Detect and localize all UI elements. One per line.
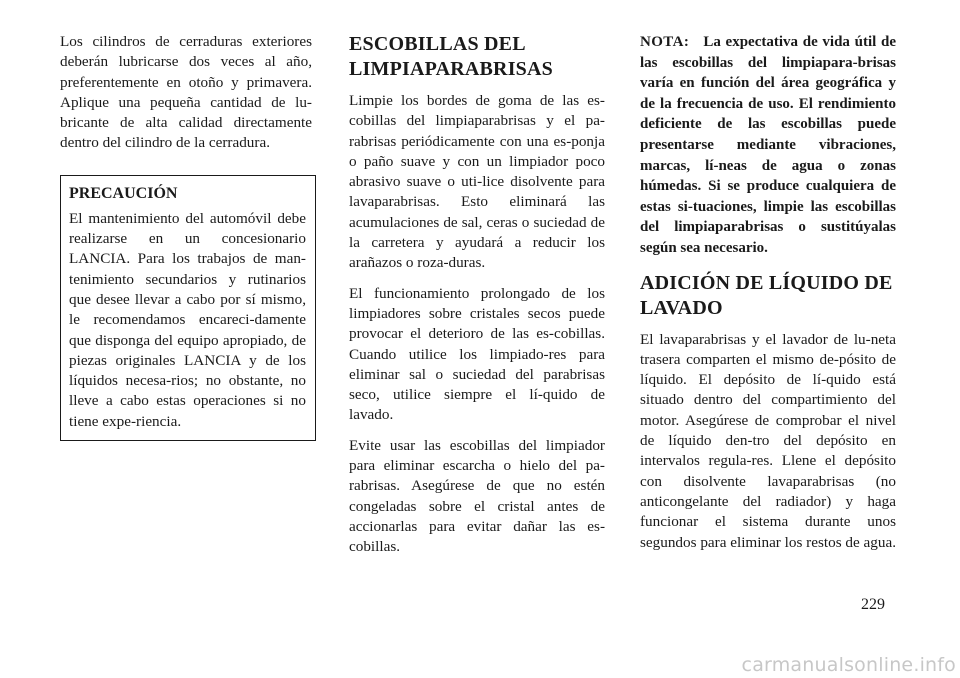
note-paragraph — [640, 32, 896, 259]
section-heading-wipers: ESCOBILLAS DEL LIMPIAPARABRISAS — [349, 33, 553, 80]
note-text: La expectativa de vida útil de las escobillas del limpiapara-brisas varía en función del área geográfica y de la frecuencia de uso. El rendimiento deficiente de las escobillas puede presentarse mediante vibraciones, marcas, lí-neas de agua o zonas húmedas. Si se produce cualquiera de estas si-tuaciones, limpie las escobillas del limpiaparabrisas o sustitúyalas según sea necesario. — [640, 34, 896, 256]
caution-title: PRECAUCIÓN — [69, 184, 178, 202]
footer-watermark: carmanualsonline.info — [741, 654, 956, 676]
column-right — [640, 32, 896, 563]
wipers-paragraph-2: El funcionamiento prolongado de los limpiadores sobre cristales secos puede provocar el deterioro de las es-cobillas. Cuando utilice los limpiado-res para eliminar sal o suciedad del parabrisas seco, utilice siempre el lí-quido de lavado. — [349, 284, 605, 424]
wipers-paragraph-1: Limpie los bordes de goma de las es-cobillas del limpiaparabrisas y el pa-rabrisas periódicamente con una es-ponja o paño suave y con un limpiador poco abrasivo suave o uti-lice disolvente para lavaparabrisas. Esto eliminará las acumulaciones de sal, ceras o suciedad de la carretera y ayudará a reducir los arañazos o roza-duras. — [349, 92, 605, 272]
note-label: NOTA: — [640, 34, 690, 50]
caution-box — [60, 175, 316, 441]
page-number: 229 — [861, 596, 885, 613]
caution-text: El mantenimiento del automóvil debe realizarse en un concesionario LANCIA. Para los trabajos de man-tenimiento secundarios y rutinarios que desee llevar a cabo por sí mismo, le recomendamos encareci-damente que disponga del equipo apropiado, de piezas originales LANCIA y de los líquidos necesa-rios; no obstante, no lleve a cabo estas operaciones si no tiene expe-riencia. — [69, 209, 306, 430]
intro-paragraph: Los cilindros de cerraduras exteriores deberán lubricarse dos veces al año, preferentemente en otoño y primavera. Aplique una pequeña cantidad de lu-bricante de alta calidad directamente dentro del cilindro de la cerradura. — [60, 33, 312, 152]
section-heading-washer-fluid: ADICIÓN DE LÍQUIDO DE LAVADO — [640, 271, 893, 319]
column-left — [60, 32, 312, 441]
wipers-paragraph-3: Evite usar las escobillas del limpiador para eliminar escarcha o hielo del pa-rabrisas. Asegúrese de que no estén congeladas sobre el cristal antes de accionarlas para evitar dañar las es-cobillas. — [349, 436, 605, 556]
washer-fluid-paragraph: El lavaparabrisas y el lavador de lu-neta trasera comparten el mismo de-pósito de líquido. El depósito de lí-quido está situado dentro del compartimiento del motor. Asegúrese de comprobar el nivel de líquido den-tro del depósito en intervalos regula-res. Llene el depósito con disolvente lavaparabrisas (no anticongelante del radiador) y haga funcionar el sistema durante unos segundos para eliminar los restos de agua. — [640, 330, 897, 551]
column-middle — [349, 32, 605, 568]
